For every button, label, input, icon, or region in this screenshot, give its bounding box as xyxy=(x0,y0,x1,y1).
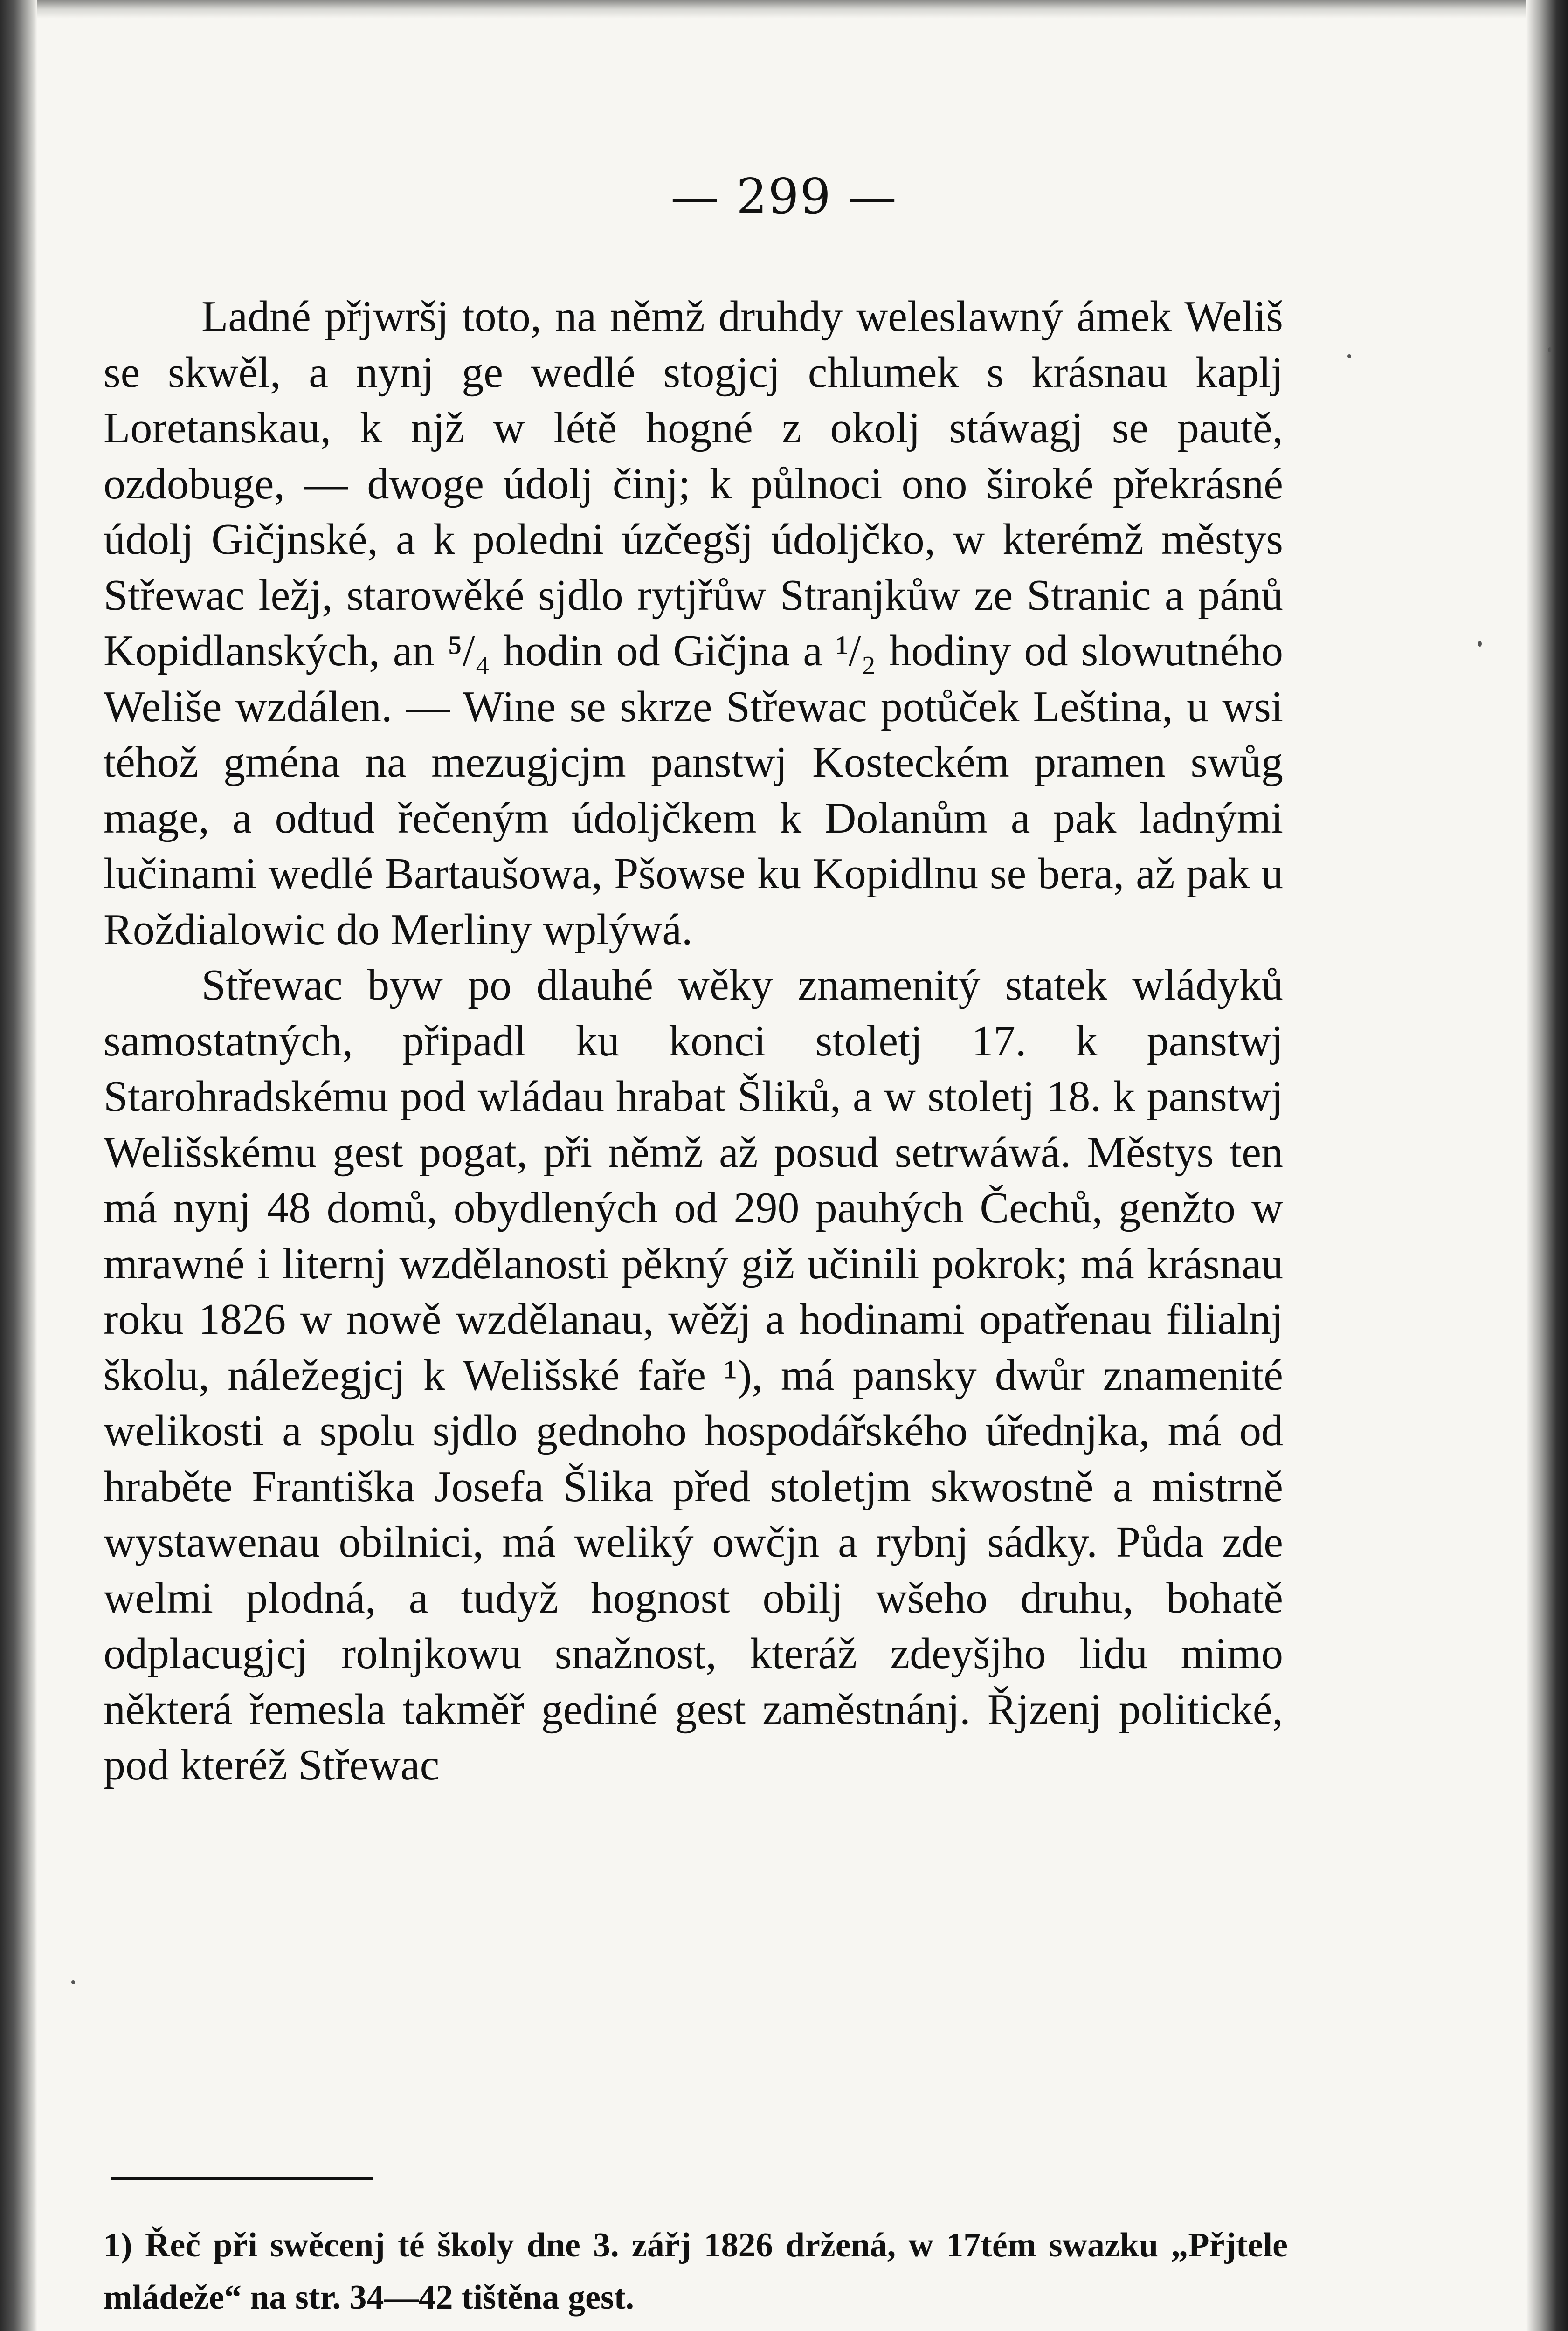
body-text xyxy=(104,289,1283,1793)
page-top-edge xyxy=(0,0,1568,19)
paper-speck xyxy=(1347,354,1351,358)
page-number: — 299 — xyxy=(670,168,898,225)
paragraph: Střewac byw po dlauhé wěky znamenitý statek wládyků samostatných, připadl ku konci stoletj 17. k panstwj Starohradskému pod wládau hrabat Šliků, a w stoletj 18. k panstwj Welišskému gest pogat, při němž až posud setrwáwá. Městys ten má nynj 48 domů, obydlených od 290 pauhých Čechů, genžto w mrawné i liternj wzdělanosti pěkný giž učinili pokrok; má krásnau roku 1826 w nowě wzdělanau, wěžj a hodinami opatřenau filialnj školu, náležegjcj k Welišské faře ¹), má pansky dwůr znamenité welikosti a spolu sjdlo gednoho hospodářského úřednjka, má od hraběte Františka Josefa Šlika před stoletjm skwostně a mistrně wystawenau obilnici, má weliký owčjn a rybnj sádky. Půda zde welmi plodná, a tudyž hognost obilj wšeho druhu, bohatě odplacugjcj rolnjkowu snažnost, kteráž zdeyšjho lidu mimo některá řemesla takměř gediné gest zaměstnánj. Řjzenj politické, pod kteréž Střewac xyxy=(104,961,1283,1789)
footnote-divider xyxy=(111,2177,373,2180)
page-right-edge xyxy=(1526,0,1568,2331)
footnote: 1) Řeč při swěcenj té školy dne 3. zářj 1826 držená, w 17tém swazku „Přjtele mládeže“ na str. 34—42 tištěna gest. xyxy=(104,2226,1288,2317)
paper-speck xyxy=(71,1980,75,1984)
paragraph: Ladné přjwršj toto, na němž druhdy weleslawný ámek Weliš se skwěl, a nynj ge wedlé stogjcj chlumek s krásnau kaplj Loretanskau, k njž w létě hogné z okolj stáwagj se pautě, ozdobuge, — dwoge údolj činj; k půlnoci ono široké překrásné údolj Gičjnské, a k poledni úzčegšj údoljčko, w kterémž městys Střewac ležj, starowěké sjdlo rytjřůw Stranjkůw ze Stranic a pánů Kopidlanských, an ⁵/₄ hodin od Gičjna a ¹/₂ hodiny od slowutného Weliše wzdálen. — Wine se skrze Střewac potůček Leština, u wsi téhož gména na mezugjcjm panstwj Kosteckém pramen swůg mage, a odtud řečeným údoljčkem k Dolanům a pak ladnými lučinami wedlé Bartaušowa, Pšowse ku Kopidlnu se bera, až pak u Roždialowic do Merliny wplýwá. xyxy=(104,292,1283,954)
page-binding-edge xyxy=(0,0,37,2331)
paper-speck xyxy=(1548,347,1552,352)
paper-speck xyxy=(1478,641,1482,647)
